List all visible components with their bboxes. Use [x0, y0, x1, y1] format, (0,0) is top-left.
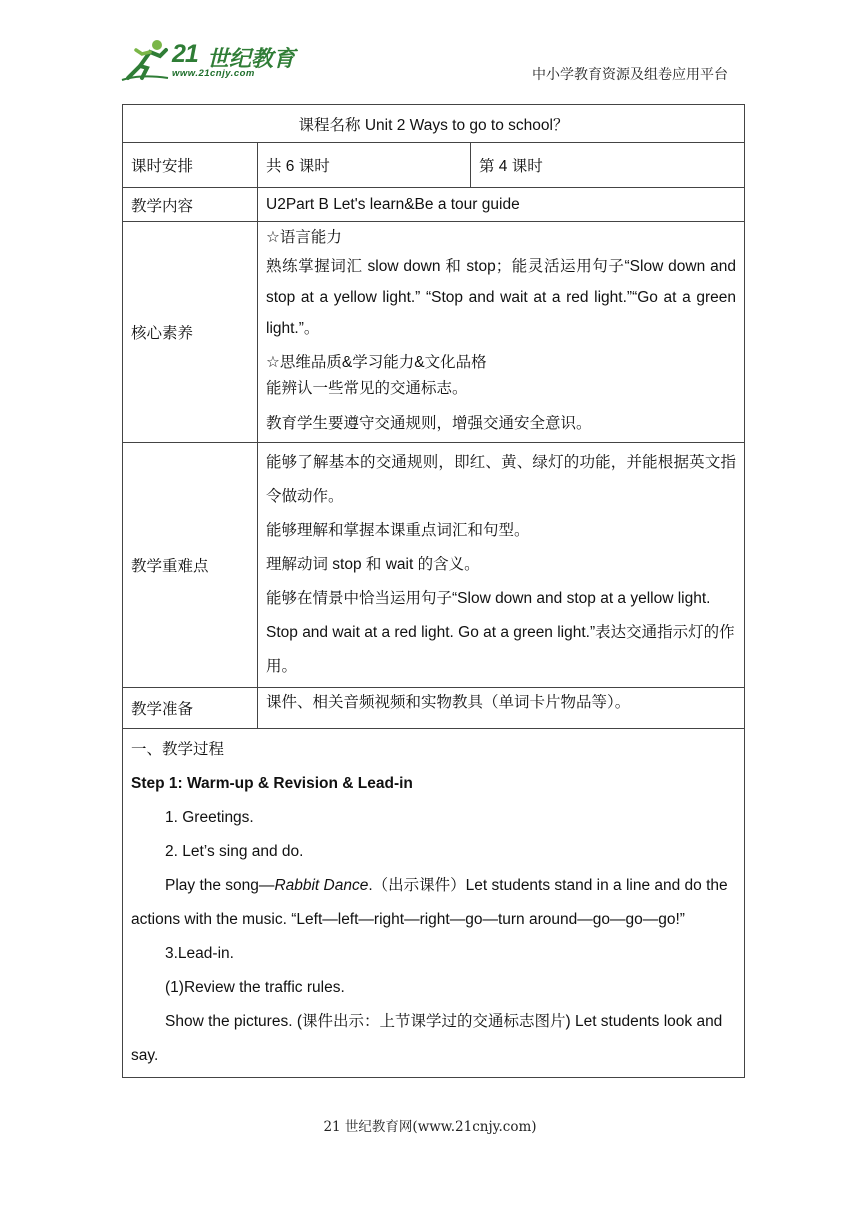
logo-url: www.21cnjy.com	[172, 68, 255, 79]
logo-number: 21	[172, 40, 198, 68]
key-text-rules: 能够了解基本的交通规则，即红、黄、绿灯的功能，并能根据英文指令做动作。	[266, 454, 736, 505]
step1-heading: Step 1: Warm-up & Revision & Lead-in	[131, 775, 413, 792]
page-header	[0, 0, 860, 100]
core-text-language: 熟练掌握词汇 slow down 和 stop；能灵活运用句子“Slow down and stop at a yellow light.” “Stop and wait at a red light.”“Go at a green light.”。	[266, 258, 736, 337]
total-hours: 共 6 课时	[258, 143, 471, 188]
platform-name: 中小学教育资源及组卷应用平台	[532, 67, 728, 83]
lesson-table	[122, 104, 745, 1078]
play-song-paragraph	[131, 869, 736, 937]
core-content	[258, 222, 745, 443]
key-text-sentences: 能够在情景中恰当运用句子“Slow down and stop at a yellow light. Stop and wait at a red light. Go at a green light.”表达交通指示灯的作用。	[266, 590, 735, 675]
course-title: 课程名称 Unit 2 Ways to go to school？	[123, 105, 745, 143]
core-heading-thinking: ☆思维品质&学习能力&文化品格	[266, 354, 487, 371]
runner-icon	[120, 38, 172, 84]
key-text-verbs: 理解动词 stop 和 wait 的含义。	[266, 556, 480, 573]
show-pictures: Show the pictures. (课件出示：上节课学过的交通标志图片) Let students look and say.	[131, 1013, 723, 1064]
schedule-label: 课时安排	[123, 143, 258, 188]
key-content	[258, 443, 745, 688]
item-review-rules: (1)Review the traffic rules.	[165, 979, 345, 996]
play-pre: Play the song—	[165, 877, 275, 894]
logo	[120, 38, 300, 84]
key-text-vocab: 能够理解和掌握本课重点词汇和句型。	[266, 522, 530, 539]
item-lead-in: 3.Lead-in.	[165, 945, 234, 962]
process-heading: 一、教学过程	[131, 741, 225, 758]
core-text-signs: 能辨认一些常见的交通标志。	[266, 380, 468, 397]
content-label: 教学内容	[123, 188, 258, 222]
item-sing: 2. Let’s sing and do.	[165, 843, 304, 860]
page-footer: 21 世纪教育网(www.21cnjy.com)	[323, 1119, 537, 1135]
core-heading-language: ☆语言能力	[266, 229, 342, 246]
key-label: 教学重难点	[123, 443, 258, 688]
prep-label: 教学准备	[123, 688, 258, 729]
core-text-safety: 教育学生要遵守交通规则，增强交通安全意识。	[266, 415, 592, 432]
item-greetings: 1. Greetings.	[165, 809, 254, 826]
current-hour: 第 4 课时	[471, 143, 745, 188]
content-value: U2Part B Let's learn&Be a tour guide	[258, 188, 745, 222]
core-label: 核心素养	[123, 222, 258, 443]
teaching-process	[123, 729, 745, 1078]
logo-text: 世纪教育	[207, 46, 296, 71]
song-title: Rabbit Dance	[274, 877, 369, 894]
prep-value: 课件、相关音频视频和实物教具（单词卡片物品等）。	[258, 688, 745, 729]
play-post: .（出示课件）Let students stand in a line and do the actions with the music. “Left—left—right—right—go—turn around—go—go—go!”	[131, 877, 728, 928]
